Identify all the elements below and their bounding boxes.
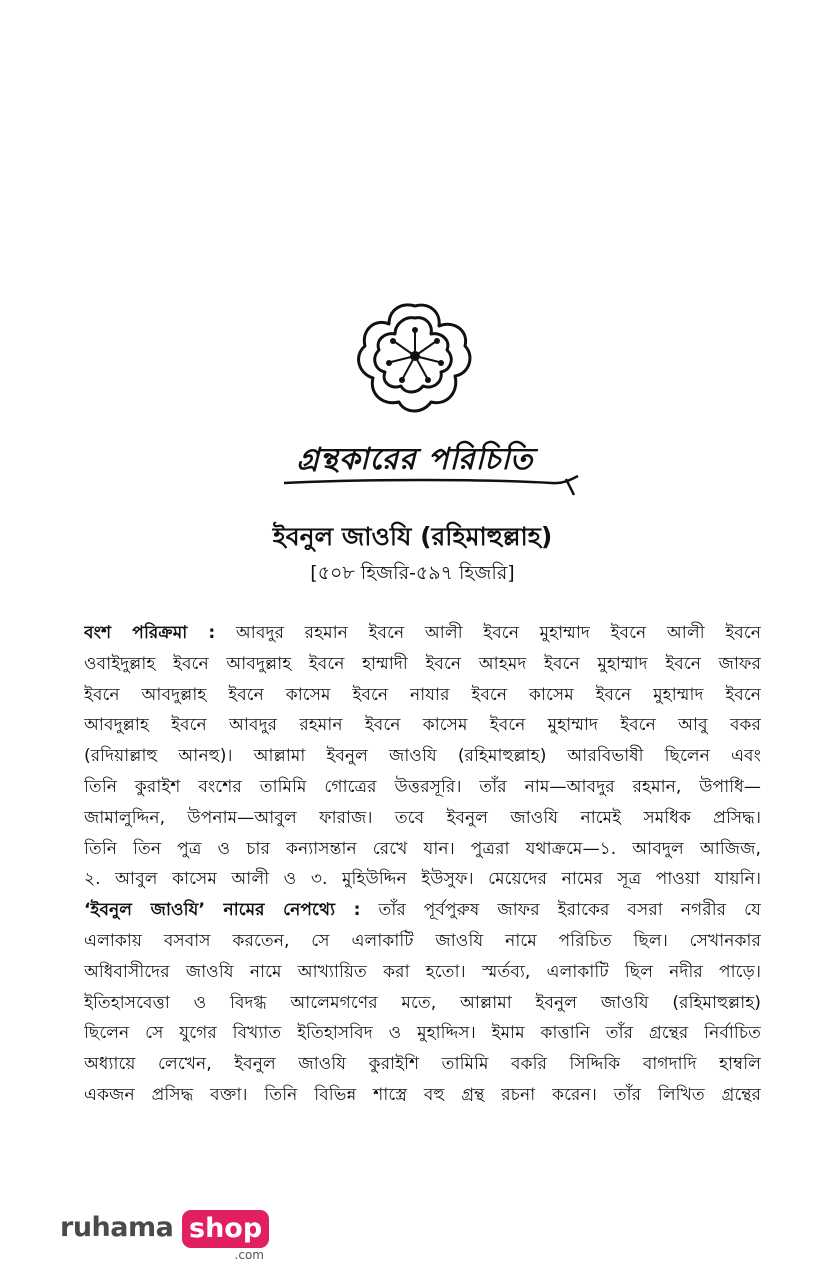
author-dates: [৫০৮ হিজরি-৫৯৭ হিজরি]: [310, 562, 515, 584]
text-line: বংশ পরিক্রমা : আবদুর রহমান ইবনে আলী ইবনে মুহাম্মাদ ইবনে আলী ইবনে: [84, 623, 761, 643]
text-line: (রদিয়াল্লাহু আনহু)। আল্লামা ইবনুল জাওযি (রহিমাহুল্লাহ) আরবিভাষী ছিলেন এবং: [84, 746, 761, 767]
author-name: ইবনুল জাওযি (রহিমাহুল্লাহ): [272, 522, 553, 551]
text-line: অধ্যায়ে লেখেন, ইবনুল জাওযি কুরাইশি তামিমি বকরি সিদ্দিকি বাগদাদি হাম্বলি: [84, 1054, 761, 1075]
flower-ornament-icon: [355, 298, 475, 416]
text-line: ২. আবুল কাসেম আলী ও ৩. মুহিউদ্দিন ইউসুফ। মেয়েদের নামের সূত্র পাওয়া যায়নি।: [84, 869, 761, 890]
text-line: ছিলেন সে যুগের বিখ্যাত ইতিহাসবিদ ও মুহাদ্দিস। ইমাম কাত্তানি তাঁর গ্রন্থের নির্বাচিত: [84, 1023, 761, 1044]
lineage-label: বংশ পরিক্রমা :: [84, 623, 216, 643]
watermark-brand: ruhama: [60, 1212, 174, 1243]
text-line: এলাকায় বসবাস করতেন, সে এলাকাটি জাওযি নামে পরিচিত ছিল। সেখানকার: [84, 930, 761, 951]
text-line: জামালুদ্দিন, উপনাম—আবুল ফারাজ। তবে ইবনুল জাওযি নামেই সমধিক প্রসিদ্ধ।: [84, 807, 761, 828]
title-underline-flourish: [282, 475, 582, 497]
watermark-shop-badge: shop: [182, 1210, 269, 1248]
biography-text: [84, 618, 761, 1111]
text-line: তিনি কুরাইশ বংশের তামিমি গোত্রের উত্তরসূরি। তাঁর নাম—আবদুর রহমান, উপাধি—: [84, 776, 761, 797]
chapter-title: গ্রন্থকারের পরিচিতি: [296, 442, 534, 477]
text-line: ইবনে আবদুল্লাহ ইবনে কাসেম ইবনে নাযার ইবনে কাসেম ইবনে মুহাম্মাদ ইবনে: [84, 684, 761, 705]
text-line: তিনি তিন পুত্র ও চার কন্যাসন্তান রেখে যান। পুত্ররা যথাক্রমে—১. আবদুল আজিজ,: [84, 838, 761, 859]
text-line: অধিবাসীদের জাওযি নামে আখ্যায়িত করা হতো। স্মর্তব্য, এলাকাটি ছিল নদীর পাড়ে।: [84, 961, 761, 982]
watermark-domain: .com: [234, 1248, 264, 1262]
text-line: ওবাইদুল্লাহ ইবনে আবদুল্লাহ ইবনে হাম্মাদী ইবনে আহমদ ইবনে মুহাম্মাদ ইবনে জাফর: [84, 653, 761, 674]
text-line: ইতিহাসবেত্তা ও বিদগ্ধ আলেমগণের মতে, আল্লামা ইবনুল জাওযি (রহিমাহুল্লাহ): [84, 992, 761, 1013]
text-line: আবদুল্লাহ ইবনে আবদুর রহমান ইবনে কাসেম ইবনে মুহাম্মাদ ইবনে আবু বকর: [84, 715, 761, 736]
text-line: একজন প্রসিদ্ধ বক্তা। তিনি বিভিন্ন শাস্ত্রে বহু গ্রন্থ রচনা করেন। তাঁর লিখিত গ্রন্থের: [84, 1084, 761, 1105]
name-origin-label: ‘ইবনুল জাওযি’ নামের নেপথ্যে :: [84, 900, 361, 921]
text-line: ‘ইবনুল জাওযি’ নামের নেপথ্যে : তাঁর পূর্বপুরুষ জাফর ইরাকের বসরা নগরীর যে: [84, 900, 761, 921]
